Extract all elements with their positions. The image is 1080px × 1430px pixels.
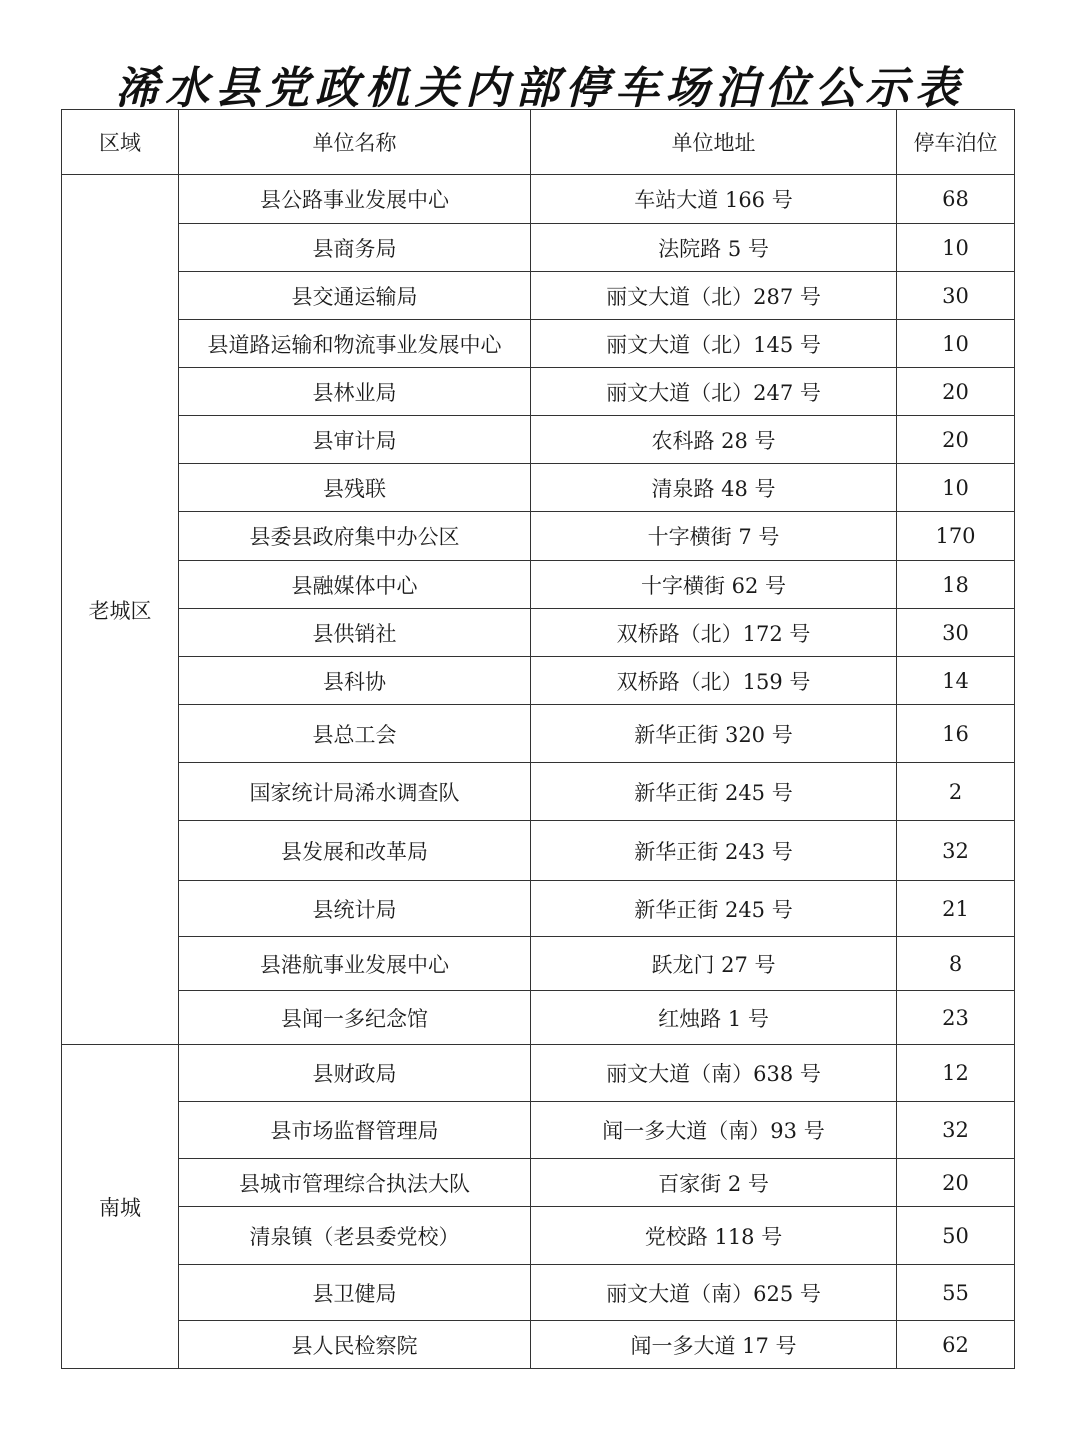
page-title: 浠水县党政机关内部停车场泊位公示表 [115, 63, 965, 114]
table-row [62, 763, 1015, 821]
parking-spaces-cell: 16 [897, 705, 1015, 763]
table-row [62, 224, 1015, 272]
unit-name-cell: 县融媒体中心 [179, 561, 531, 609]
table-row [62, 1045, 1015, 1102]
unit-address-cell: 车站大道 166 号 [531, 175, 897, 224]
parking-spaces-cell: 10 [897, 224, 1015, 272]
parking-spaces-cell: 21 [897, 881, 1015, 937]
unit-address-cell: 清泉路 48 号 [531, 464, 897, 512]
unit-name-cell: 县残联 [179, 464, 531, 512]
table-row [62, 657, 1015, 705]
unit-name-cell: 县科协 [179, 657, 531, 705]
unit-address-cell: 新华正街 245 号 [531, 763, 897, 821]
table-row [62, 1321, 1015, 1369]
unit-name-cell: 县统计局 [179, 881, 531, 937]
table-row [62, 881, 1015, 937]
table-row [62, 1102, 1015, 1159]
table-row [62, 175, 1015, 224]
unit-address-cell: 丽文大道（北）247 号 [531, 368, 897, 416]
unit-address-cell: 新华正街 243 号 [531, 821, 897, 881]
header-row [62, 110, 1015, 175]
header-district: 区域 [62, 110, 179, 175]
parking-spaces-cell: 18 [897, 561, 1015, 609]
parking-spaces-cell: 10 [897, 320, 1015, 368]
unit-address-cell: 新华正街 320 号 [531, 705, 897, 763]
unit-address-cell: 双桥路（北）159 号 [531, 657, 897, 705]
table-row [62, 705, 1015, 763]
table-row [62, 368, 1015, 416]
header-unit-address: 单位地址 [531, 110, 897, 175]
table-row [62, 609, 1015, 657]
unit-name-cell: 县总工会 [179, 705, 531, 763]
unit-name-cell: 县港航事业发展中心 [179, 937, 531, 991]
unit-name-cell: 清泉镇（老县委党校） [179, 1207, 531, 1265]
unit-name-cell: 县发展和改革局 [179, 821, 531, 881]
header-parking-spaces: 停车泊位 [897, 110, 1015, 175]
parking-spaces-cell: 30 [897, 272, 1015, 320]
parking-table [61, 109, 1015, 1369]
table-row [62, 512, 1015, 561]
unit-address-cell: 丽文大道（南）638 号 [531, 1045, 897, 1102]
unit-name-cell: 县闻一多纪念馆 [179, 991, 531, 1045]
table-row [62, 1265, 1015, 1321]
parking-spaces-cell: 8 [897, 937, 1015, 991]
table-row [62, 464, 1015, 512]
parking-spaces-cell: 170 [897, 512, 1015, 561]
unit-name-cell: 县财政局 [179, 1045, 531, 1102]
unit-address-cell: 丽文大道（北）145 号 [531, 320, 897, 368]
unit-address-cell: 农科路 28 号 [531, 416, 897, 464]
table-row [62, 821, 1015, 881]
unit-name-cell: 县卫健局 [179, 1265, 531, 1321]
parking-spaces-cell: 12 [897, 1045, 1015, 1102]
unit-name-cell: 县委县政府集中办公区 [179, 512, 531, 561]
unit-name-cell: 县城市管理综合执法大队 [179, 1159, 531, 1207]
table-row [62, 320, 1015, 368]
table-body [62, 175, 1015, 1369]
table-row [62, 561, 1015, 609]
district-cell: 南城 [62, 1045, 179, 1369]
parking-spaces-cell: 68 [897, 175, 1015, 224]
table-row [62, 991, 1015, 1045]
unit-name-cell: 县林业局 [179, 368, 531, 416]
header-unit-name: 单位名称 [179, 110, 531, 175]
unit-name-cell: 县公路事业发展中心 [179, 175, 531, 224]
unit-name-cell: 县供销社 [179, 609, 531, 657]
parking-spaces-cell: 55 [897, 1265, 1015, 1321]
parking-spaces-cell: 32 [897, 821, 1015, 881]
parking-spaces-cell: 2 [897, 763, 1015, 821]
unit-address-cell: 红烛路 1 号 [531, 991, 897, 1045]
unit-address-cell: 党校路 118 号 [531, 1207, 897, 1265]
parking-spaces-cell: 23 [897, 991, 1015, 1045]
parking-spaces-cell: 20 [897, 368, 1015, 416]
parking-spaces-cell: 20 [897, 416, 1015, 464]
table-row [62, 272, 1015, 320]
table-row [62, 1207, 1015, 1265]
unit-address-cell: 跃龙门 27 号 [531, 937, 897, 991]
unit-address-cell: 闻一多大道 17 号 [531, 1321, 897, 1369]
unit-address-cell: 闻一多大道（南）93 号 [531, 1102, 897, 1159]
unit-name-cell: 县人民检察院 [179, 1321, 531, 1369]
unit-name-cell: 县商务局 [179, 224, 531, 272]
table-row [62, 416, 1015, 464]
unit-name-cell: 县审计局 [179, 416, 531, 464]
parking-spaces-cell: 50 [897, 1207, 1015, 1265]
unit-address-cell: 新华正街 245 号 [531, 881, 897, 937]
parking-spaces-cell: 14 [897, 657, 1015, 705]
unit-address-cell: 法院路 5 号 [531, 224, 897, 272]
unit-name-cell: 县道路运输和物流事业发展中心 [179, 320, 531, 368]
parking-spaces-cell: 32 [897, 1102, 1015, 1159]
district-cell: 老城区 [62, 175, 179, 1045]
unit-address-cell: 百家街 2 号 [531, 1159, 897, 1207]
unit-address-cell: 十字横街 62 号 [531, 561, 897, 609]
parking-spaces-cell: 30 [897, 609, 1015, 657]
unit-address-cell: 丽文大道（北）287 号 [531, 272, 897, 320]
table-row [62, 937, 1015, 991]
unit-name-cell: 国家统计局浠水调查队 [179, 763, 531, 821]
unit-address-cell: 十字横街 7 号 [531, 512, 897, 561]
unit-address-cell: 丽文大道（南）625 号 [531, 1265, 897, 1321]
parking-spaces-cell: 20 [897, 1159, 1015, 1207]
parking-spaces-cell: 62 [897, 1321, 1015, 1369]
unit-name-cell: 县交通运输局 [179, 272, 531, 320]
parking-spaces-cell: 10 [897, 464, 1015, 512]
unit-address-cell: 双桥路（北）172 号 [531, 609, 897, 657]
table-row [62, 1159, 1015, 1207]
unit-name-cell: 县市场监督管理局 [179, 1102, 531, 1159]
